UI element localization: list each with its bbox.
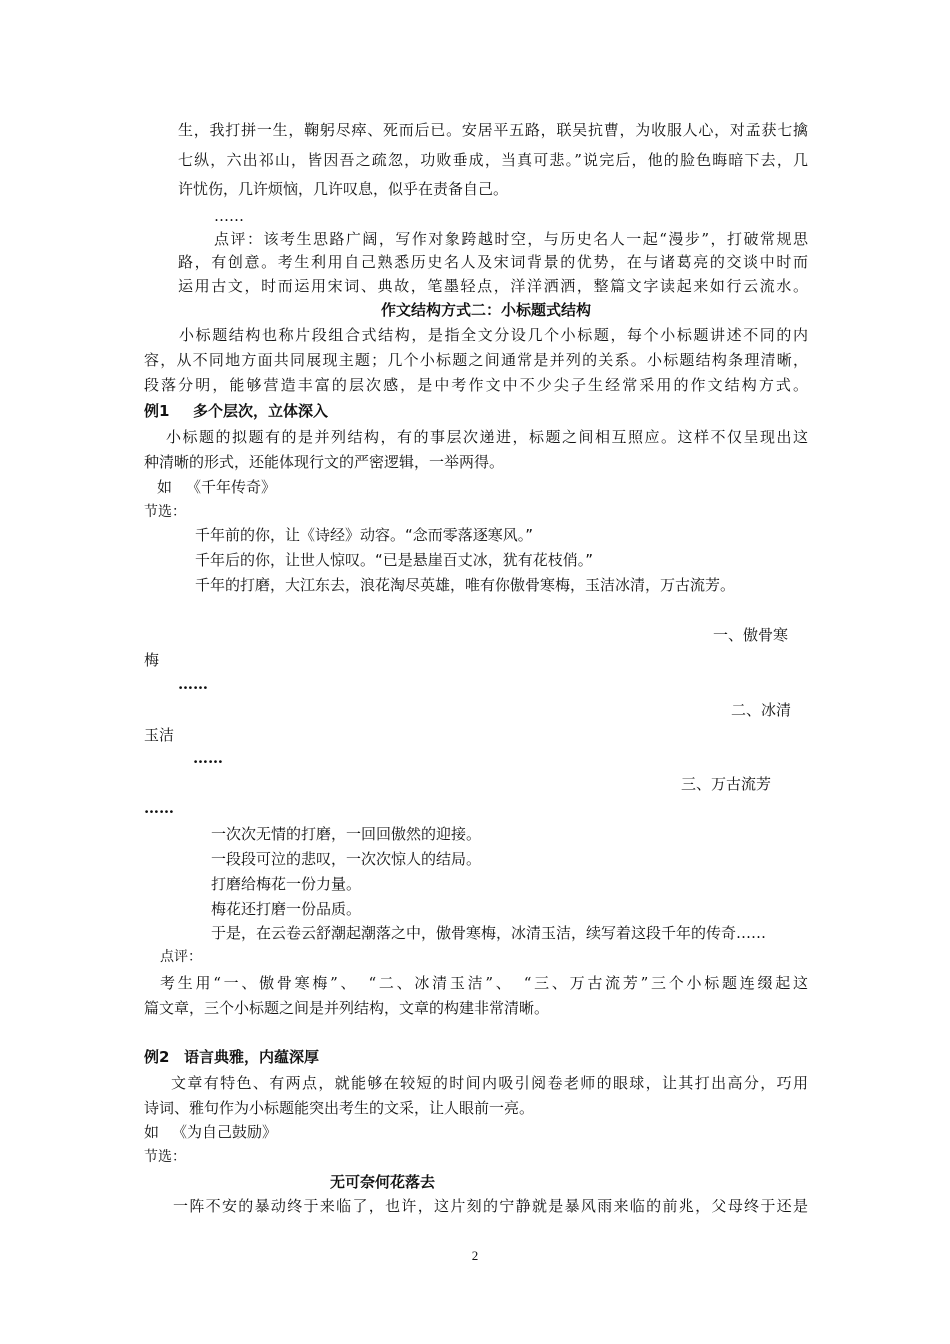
ellipsis-1: …… — [178, 675, 208, 693]
page-number: 2 — [471, 1248, 479, 1263]
ellipsis: …… — [214, 207, 244, 225]
subtitle-3: 三、万古流芳 — [681, 775, 772, 793]
example1-closing-1: 一次次无情的打磨，一回回傲然的迎接。 — [211, 825, 482, 843]
example1-essay-title: 《千年传奇》 — [186, 478, 277, 496]
quote-line-1: 生，我打拼一生，鞠躬尽瘁、死而后已。安居平五路，联吴抗曹，为收服人心，对孟获七擒 — [178, 121, 808, 139]
quote-line-3: 许忧伤，几许烦恼，几许叹息，似乎在责备自己。 — [178, 180, 509, 198]
intro-line-2: 容，从不同地方面共同展现主题；几个小标题之间通常是并列的关系。小标题结构条理清晰， — [144, 351, 808, 369]
quote-line-2: 七纵，六出祁山，皆因吾之疏忽，功败垂成，当真可悲。”说完后，他的脸色晦暗下去，几 — [178, 151, 808, 169]
example2-label: 例2 — [144, 1048, 170, 1066]
example1-opening-2: 千年后的你，让世人惊叹。“已是悬崖百丈冰，犹有花枝俏。” — [195, 551, 594, 569]
section-title: 作文结构方式二：小标题式结构 — [381, 301, 592, 319]
review1-line-2: 路，有创意。考生利用自己熟悉历史名人及宋词背景的优势，在与诸葛亮的交谈中时而 — [178, 253, 808, 271]
example2-ru: 如 — [144, 1123, 160, 1141]
example2-heading: 语言典雅，内蕴深厚 — [184, 1048, 320, 1066]
example2-subtitle: 无可奈何花落去 — [330, 1173, 436, 1191]
ellipsis-2: …… — [193, 749, 223, 767]
example1-label: 例1 — [144, 402, 170, 420]
example1-jiexuan: 节选： — [144, 504, 186, 520]
intro-line-3: 段落分明，能够营造丰富的层次感，是中考作文中不少尖子生经常采用的作文结构方式。 — [144, 376, 808, 394]
example1-review-1: 考生用“一、傲骨寒梅”、 “二、冰清玉洁”、 “三、万古流芳”三个小标题连缀起这 — [160, 974, 808, 992]
example1-closing-5: 于是，在云卷云舒潮起潮落之中，傲骨寒梅，冰清玉洁，续写着这段千年的传奇…… — [211, 924, 767, 942]
example1-text-1: 小标题的拟题有的是并列结构，有的事层次递进，标题之间相互照应。这样不仅呈现出这 — [166, 428, 808, 446]
example1-review-label: 点评： — [160, 949, 202, 965]
example1-closing-2: 一段段可泣的悲叹，一次次惊人的结局。 — [211, 850, 482, 868]
example1-closing-4: 梅花还打磨一份品质。 — [211, 900, 362, 918]
example2-jiexuan: 节选： — [144, 1149, 186, 1165]
intro-line-1: 小标题结构也称片段组合式结构，是指全文分设几个小标题，每个小标题讲述不同的内 — [179, 326, 808, 344]
example1-opening-3: 千年的打磨，大江东去，浪花淘尽英雄，唯有你傲骨寒梅，玉洁冰清，万古流芳。 — [195, 576, 736, 594]
example2-text-2: 诗词、雅句作为小标题能突出考生的文采，让人眼前一亮。 — [144, 1099, 535, 1117]
example2-last-line: 一阵不安的暴动终于来临了，也许，这片刻的宁静就是暴风雨来临的前兆，父母终于还是 — [173, 1197, 808, 1215]
subtitle-1-part-a: 一、傲骨寒 — [713, 626, 789, 644]
example1-ru: 如 — [157, 478, 173, 496]
example1-closing-3: 打磨给梅花一份力量。 — [211, 875, 362, 893]
review1-line-1: 点评：该考生思路广阔，写作对象跨越时空，与历史名人一起“漫步”，打破常规思 — [214, 230, 808, 248]
review1-line-3: 运用古文，时而运用宋词、典故，笔墨轻点，洋洋洒洒，整篇文字读起来如行云流水。 — [178, 277, 808, 295]
subtitle-2-part-b: 玉洁 — [144, 726, 175, 744]
subtitle-1-part-b: 梅 — [144, 651, 160, 669]
example1-heading: 多个层次，立体深入 — [193, 402, 329, 420]
subtitle-2-part-a: 二、冰清 — [731, 701, 792, 719]
example1-text-2: 种清晰的形式，还能体现行文的严密逻辑，一举两得。 — [144, 453, 505, 471]
ellipsis-3: …… — [144, 799, 174, 817]
example2-essay-title: 《为自己鼓励》 — [172, 1123, 278, 1141]
example1-opening-1: 千年前的你，让《诗经》动容。“念而零落逐寒风。” — [195, 526, 534, 544]
example1-review-2: 篇文章，三个小标题之间是并列结构，文章的构建非常清晰。 — [144, 999, 550, 1017]
example2-text-1: 文章有特色、有两点，就能够在较短的时间内吸引阅卷老师的眼球，让其打出高分，巧用 — [171, 1074, 808, 1092]
